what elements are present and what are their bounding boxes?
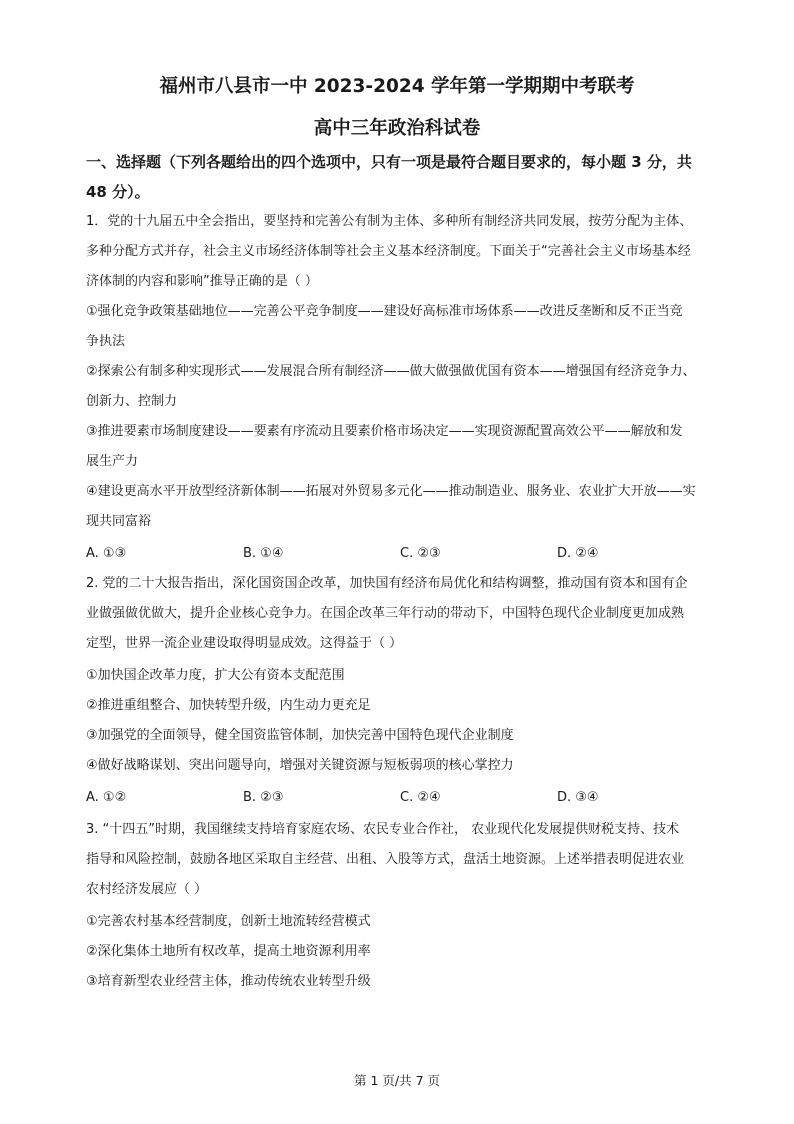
- q1-stem-line-1: 1．党的十九届五中全会指出，要坚持和完善公有制为主体、多种所有制经济共同发展，按劳分配为主体、: [86, 214, 693, 229]
- q2-stem-line-1: 2. 党的二十大报告指出，深化国资国企改革，加快国有经济布局优化和结构调整，推动国有资本和国有企: [86, 576, 688, 591]
- q1-stem-line-3: 济体制的内容和影响”推导正确的是（ ）: [86, 274, 318, 289]
- q1-item-line-8: 现共同富裕: [86, 514, 152, 529]
- q1-option-d[interactable]: D. ②④: [557, 546, 599, 561]
- q2-item-line-1: ①加快国企改革力度，扩大公有资本支配范围: [86, 668, 345, 683]
- q1-item-line-6: 展生产力: [86, 454, 139, 469]
- q1-item-line-5: ③推进要素市场制度建设——要素有序流动且要素价格市场决定——实现资源配置高效公平——解放和发: [86, 424, 683, 439]
- q1-option-a[interactable]: A. ①③: [86, 546, 127, 561]
- q3-item-line-1: ①完善农村基本经营制度，创新土地流转经营模式: [86, 914, 371, 929]
- q2-option-c[interactable]: C. ②④: [400, 790, 441, 805]
- q3-item-line-3: ③培育新型农业经营主体，推动传统农业转型升级: [86, 974, 371, 989]
- exam-subtitle: 高中三年政治科试卷: [313, 118, 481, 139]
- section-heading-line-1: 一、选择题（下列各题给出的四个选项中，只有一项是最符合题目要求的，每小题 3 分，共: [86, 153, 692, 171]
- section-heading-line-2: 48 分）。: [86, 183, 150, 201]
- exam-title: 福州市八县市一中 2023-2024 学年第一学期期中考联考: [159, 76, 635, 97]
- q1-item-line-7: ④建设更高水平开放型经济新体制——拓展对外贸易多元化——推动制造业、服务业、农业扩大开放——实: [86, 484, 696, 499]
- q2-option-b[interactable]: B. ②③: [243, 790, 284, 805]
- q1-item-line-1: ①强化竞争政策基础地位——完善公平竞争制度——建设好高标准市场体系——改进反垄断和反不正当竞: [86, 304, 683, 319]
- q2-option-d[interactable]: D. ③④: [557, 790, 599, 805]
- q2-stem-line-2: 业做强做优做大，提升企业核心竞争力。在国企改革三年行动的带动下，中国特色现代企业制度更加成熟: [86, 606, 685, 621]
- page-number: 第 1 页/共 7 页: [353, 1073, 440, 1088]
- q1-option-b[interactable]: B. ①④: [243, 546, 284, 561]
- q1-option-c[interactable]: C. ②③: [400, 546, 441, 561]
- q2-item-line-4: ④做好战略谋划、突出问题导向，增强对关键资源与短板弱项的核心掌控力: [86, 758, 514, 773]
- q1-stem-line-2: 多种分配方式并存，社会主义市场经济体制等社会主义基本经济制度。下面关于“完善社会主义市场基本经: [86, 244, 691, 259]
- q2-item-line-3: ③加强党的全面领导，健全国资监管体制，加快完善中国特色现代企业制度: [86, 728, 514, 743]
- q3-stem-line-3: 农村经济发展应（ ）: [86, 882, 208, 897]
- q2-option-a[interactable]: A. ①②: [86, 790, 127, 805]
- q3-stem-line-2: 指导和风险控制，鼓励各地区采取自主经营、出租、入股等方式，盘活土地资源。上述举措表明促进农业: [86, 852, 685, 867]
- q2-stem-line-3: 定型，世界一流企业建设取得明显成效。这得益于（ ）: [86, 636, 403, 651]
- q1-item-line-2: 争执法: [86, 334, 126, 349]
- q3-item-line-2: ②深化集体土地所有权改革，提高土地资源利用率: [86, 944, 371, 959]
- q3-stem-line-1: 3. “十四五”时期，我国继续支持培育家庭农场、农民专业合作社， 农业现代化发展提供财税支持、技术: [86, 822, 680, 837]
- q1-item-line-4: 创新力、控制力: [86, 394, 178, 409]
- q2-item-line-2: ②推进重组整合、加快转型升级，内生动力更充足: [86, 698, 371, 713]
- q1-item-line-3: ②探索公有制多种实现形式——发展混合所有制经济——做大做强做优国有资本——增强国有经济竞争力、: [86, 364, 696, 379]
